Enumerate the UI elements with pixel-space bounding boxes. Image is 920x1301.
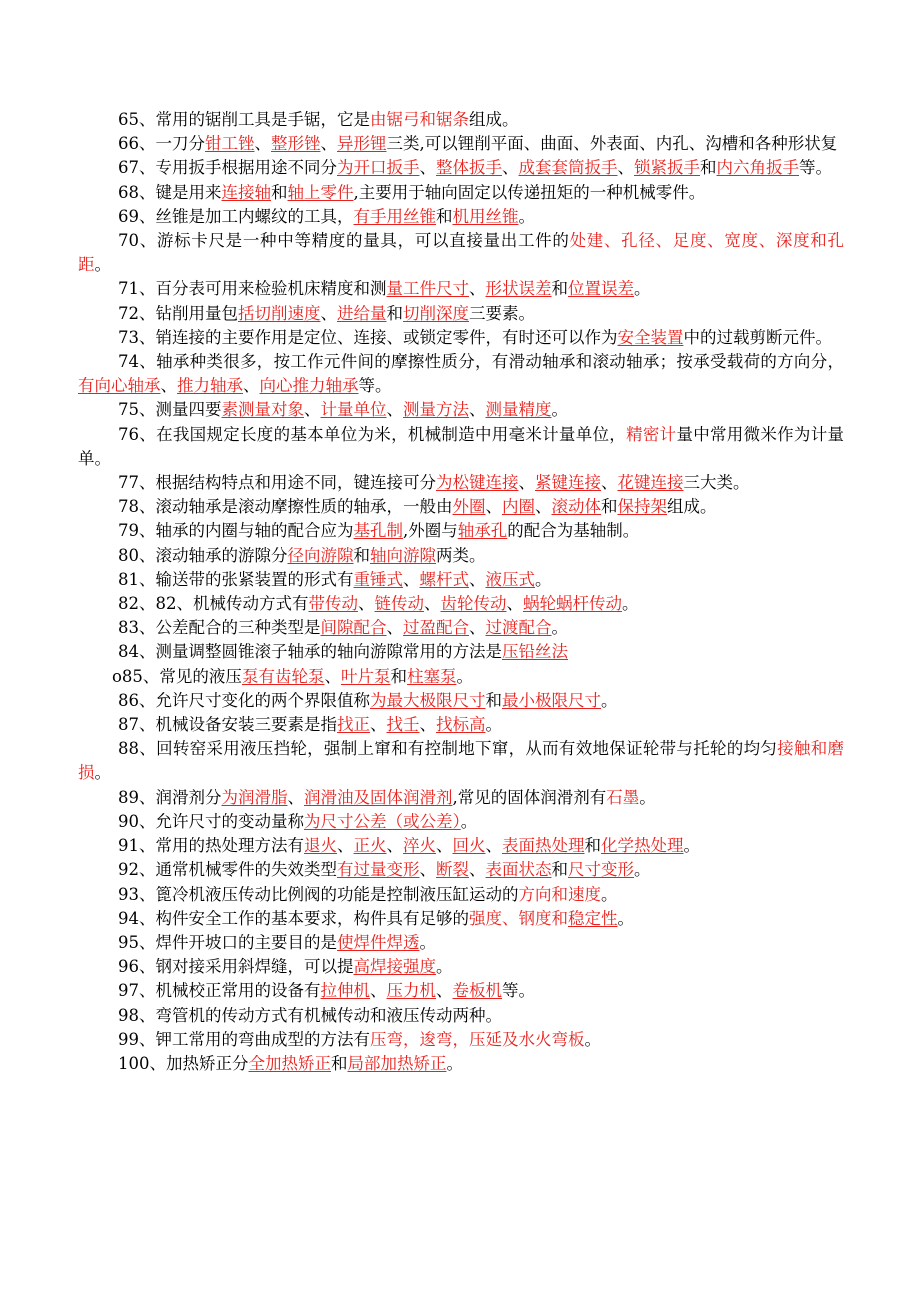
answer-text: 基孔制 [353, 521, 403, 541]
question-text: 和 [485, 690, 502, 710]
answer-text: 卷板机 [452, 981, 502, 1001]
answer-text: 稳定性 [568, 908, 618, 928]
answer-text: 有向心轴承 [78, 376, 161, 396]
question-text: 。 [518, 206, 535, 226]
question-text: o85、常见的液压 [112, 666, 242, 686]
question-text: 、 [502, 158, 519, 178]
question-text: 80、滚动轴承的游隙分 [118, 545, 288, 565]
question-text: 、 [386, 836, 403, 856]
question-text: 、 [370, 715, 387, 735]
question-text: 和 [436, 206, 453, 226]
question-text: 。 [639, 787, 656, 807]
answer-text: 断裂 [436, 860, 469, 880]
answer-text: 有过量变形 [337, 860, 420, 880]
question-item [78, 931, 844, 955]
question-text: 和 [331, 1053, 348, 1073]
question-item [78, 834, 844, 858]
question-text: 71、百分表可用来检验机床精度和测 [118, 279, 387, 299]
question-text: 的配合为基轴制。 [507, 521, 640, 541]
question-text: 68、键是用来 [118, 182, 222, 202]
question-item [78, 568, 844, 592]
question-text: 95、焊件开坡口的主要目的是 [118, 932, 337, 952]
document-body [78, 108, 844, 1076]
answer-text: 进给量 [337, 303, 387, 323]
question-text: 、 [320, 134, 337, 154]
question-text: 92、通常机械零件的失效类型 [118, 860, 337, 880]
answer-text: 带传动 [308, 594, 358, 614]
answer-text: 量工件尺寸 [386, 279, 469, 299]
answer-text: 泵有齿轮泵 [241, 666, 325, 686]
question-text: 和 [551, 860, 568, 880]
question-text: 。 [617, 908, 634, 928]
answer-text: 接触和磨损 [78, 739, 844, 783]
answer-text: 高焊接强度 [353, 957, 436, 977]
question-text: 。 [456, 666, 473, 686]
answer-text: 螺杆式 [419, 569, 469, 589]
answer-text: 形状误差 [485, 279, 552, 299]
question-item [78, 350, 844, 398]
question-text: 。 [634, 279, 651, 299]
question-item [78, 229, 844, 277]
answer-text: 钳工锉 [205, 134, 255, 154]
question-item [78, 713, 844, 737]
question-text: 、 [469, 400, 486, 420]
question-text: 等。 [358, 376, 392, 396]
answer-text: 为尺寸公差（或公差） [304, 811, 461, 831]
question-text: 97、机械校正常用的设备有 [118, 981, 321, 1001]
question-text: 96、钢对接采用斜焊缝，可以提 [118, 957, 354, 977]
question-item [78, 205, 844, 229]
answer-text: 测量精度 [485, 400, 552, 420]
question-text: 。 [622, 594, 639, 614]
answer-text: 尺寸变形 [568, 860, 634, 880]
question-text: 82、82、机械传动方式有 [118, 594, 309, 614]
question-text: 90、允许尺寸的变动量称 [118, 811, 304, 831]
question-text: 、 [485, 836, 502, 856]
answer-text: 轴承孔 [457, 521, 508, 541]
answer-text: 化学热处理 [601, 836, 684, 856]
question-text: 、 [535, 497, 552, 517]
question-text: 、 [469, 569, 486, 589]
question-item [78, 979, 844, 1003]
question-text: 。 [436, 957, 453, 977]
question-item [78, 519, 844, 543]
answer-text: 过盈配合 [403, 618, 469, 638]
answer-text: 淬火 [403, 836, 436, 856]
answer-text: 最小极限尺寸 [502, 690, 601, 710]
answer-text: 压铅丝法 [502, 642, 568, 662]
question-item [78, 592, 844, 616]
question-item [78, 858, 844, 882]
question-text: 、 [469, 860, 486, 880]
answer-text: 正火 [353, 836, 387, 856]
question-text: 、 [320, 303, 337, 323]
question-text: 67、专用扳手根据用途不同分 [118, 158, 337, 178]
answer-text: 找壬 [386, 715, 420, 735]
question-item [78, 277, 844, 301]
answer-text: 表面热处理 [502, 836, 585, 856]
question-text: 75、测量四要 [118, 400, 222, 420]
question-item [78, 326, 844, 350]
question-text: 。 [419, 932, 436, 952]
question-item [78, 423, 844, 471]
answer-text: 为松键连接 [436, 473, 519, 493]
question-text: 中的过载剪断元件。 [683, 327, 832, 347]
question-text: 。 [601, 884, 618, 904]
answer-text: 压弯，逡弯，压延及水火弯板 [370, 1029, 585, 1049]
question-text: 。 [460, 811, 478, 831]
question-text: 77、根据结构特点和用途不同，键连接可分 [118, 473, 436, 493]
question-text: 、 [358, 594, 375, 614]
answer-text: 齿轮传动 [440, 594, 507, 614]
answer-text: 轴上零件 [287, 182, 354, 202]
answer-text: 方向和速度 [518, 884, 601, 904]
question-text: 。 [94, 763, 111, 783]
answer-text: 连接轴 [221, 182, 271, 202]
question-text: 。 [94, 255, 111, 275]
question-item [78, 1028, 844, 1052]
question-item [78, 810, 844, 834]
answer-text: 拉伸机 [320, 981, 370, 1001]
answer-text: 括切削速度 [238, 303, 321, 323]
answer-text: 整体扳手 [436, 158, 502, 178]
answer-text: 位置误差 [568, 279, 634, 299]
answer-text: 外圈 [452, 497, 486, 517]
answer-text: 过渡配合 [485, 618, 552, 638]
question-text: 、 [424, 594, 441, 614]
question-text: 、 [337, 836, 354, 856]
answer-text: 有手用丝锥 [353, 206, 436, 226]
question-text: 。 [535, 569, 552, 589]
answer-text: 向心推力轴承 [259, 376, 359, 396]
answer-text: 间隙配合 [320, 618, 387, 638]
question-item [78, 786, 844, 810]
question-text: 、 [601, 473, 618, 493]
question-text: 81、输送带的张紧装置的形式有 [118, 569, 354, 589]
answer-text: 机用丝锥 [452, 206, 519, 226]
question-text: 、 [617, 158, 634, 178]
answer-text: 表面状态 [485, 860, 552, 880]
question-item [78, 132, 844, 156]
question-text: 三大类。 [683, 473, 750, 493]
question-text: 。 [584, 1029, 601, 1049]
answer-text: 为最大极限尺寸 [370, 690, 486, 710]
question-text: 86、允许尺寸变化的两个界限值称 [118, 690, 370, 710]
question-text: 84、测量调整圆锥滚子轴承的轴向游隙常用的方法是 [118, 642, 502, 662]
question-text: 、 [419, 715, 436, 735]
question-text: 94、构件安全工作的基本要求，构件具有足够的 [118, 908, 469, 928]
question-item [78, 955, 844, 979]
answer-text: 石墨 [606, 787, 640, 807]
answer-text: 蜗轮蜗杆传动 [523, 594, 622, 614]
question-text: 量中常用微米作为计量单。 [78, 424, 845, 468]
question-text: 70、游标卡尺是一种中等精度的量具，可以直接量出工件的 [118, 231, 570, 251]
question-text: 。 [551, 400, 568, 420]
question-text: 78、滚动轴承是滚动摩擦性质的轴承，一般由 [118, 497, 453, 517]
question-text: 、 [419, 860, 436, 880]
question-text: 三要素。 [469, 303, 535, 323]
question-text: 69、丝锥是加工内螺纹的工具， [118, 206, 354, 226]
question-text: 87、机械设备安装三要素是指 [118, 715, 337, 735]
question-text: 、 [386, 618, 403, 638]
question-text: 三类,可以锂削平面、曲面、外表面、内孔、沟槽和各种形状复 [386, 134, 838, 154]
answer-text: 润滑油及固体润滑剂 [304, 787, 453, 807]
question-item [78, 495, 844, 519]
question-item [78, 1052, 844, 1076]
answer-text: 异形锂 [337, 134, 387, 154]
question-text: 100、加热矫正分 [118, 1053, 249, 1073]
answer-text: 滚动体 [551, 497, 601, 517]
question-item [78, 181, 844, 205]
question-text: 66、一刀分 [118, 134, 205, 154]
answer-text: 局部加热矫正 [347, 1053, 447, 1073]
question-text: 83、公差配合的三种类型是 [118, 618, 321, 638]
answer-text: 液压式 [485, 569, 535, 589]
question-text: 99、钾工常用的弯曲成型的方法有 [118, 1029, 370, 1049]
question-text: 、 [386, 400, 403, 420]
question-text: 和 [390, 666, 407, 686]
answer-text: 花键连接 [617, 473, 684, 493]
question-text: 组成。 [667, 497, 717, 517]
question-text: 72、钻削用量包 [118, 303, 238, 323]
question-item [78, 640, 844, 664]
question-text: 和 [271, 182, 288, 202]
question-text: 、 [469, 279, 486, 299]
answer-text: 切削深度 [403, 303, 469, 323]
answer-text: 回火 [452, 836, 486, 856]
question-item [78, 108, 844, 132]
question-text: 、 [436, 836, 453, 856]
question-text: 、 [403, 569, 420, 589]
question-text: 和 [353, 545, 370, 565]
question-text: 74、轴承种类很多，按工作元件间的摩擦性质分，有滑动轴承和滚动轴承；按承受载荷的方向分， [118, 352, 844, 372]
question-text: 、 [254, 134, 271, 154]
question-text: 、 [419, 158, 436, 178]
question-text: 、 [485, 497, 502, 517]
question-item [78, 156, 844, 180]
question-text: 组成。 [469, 110, 519, 129]
question-text: 89、润滑剂分 [118, 787, 222, 807]
question-item [78, 907, 844, 931]
question-text: 73、销连接的主要作用是定位、连接、或锁定零件，有时还可以作为 [118, 327, 618, 347]
answer-text: 强度、钢度和 [469, 908, 568, 928]
question-text: 88、回转窑采用液压挡轮，强制上窜和有控制地下窜，从而有效地保证轮带与托轮的均匀 [118, 739, 778, 759]
answer-text: 找正 [337, 715, 370, 735]
answer-text: 径向游隙 [287, 545, 354, 565]
answer-text: 链传动 [374, 594, 424, 614]
question-text: 、 [287, 787, 304, 807]
question-text: 。 [683, 836, 700, 856]
question-item [78, 737, 844, 785]
question-text: 91、常用的热处理方法有 [118, 836, 304, 856]
question-item [78, 471, 844, 495]
question-text: 和 [386, 303, 403, 323]
question-text: 98、弯管机的传动方式有机械传动和液压传动两种。 [118, 1005, 502, 1025]
answer-text: 保持架 [617, 497, 667, 517]
question-text: 。 [551, 618, 568, 638]
question-text: 和 [601, 497, 618, 517]
question-text: 和 [551, 279, 568, 299]
question-text: ,常见的固体润滑剂有 [452, 787, 607, 807]
answer-text: 重锤式 [353, 569, 403, 589]
question-text: 、 [243, 376, 260, 396]
answer-text: 精密计 [626, 424, 677, 444]
question-text: 、 [506, 594, 523, 614]
answer-text: 计量单位 [320, 400, 387, 420]
question-text: ,主要用于轴向固定以传递扭矩的一种机械零件。 [353, 182, 706, 202]
question-item [78, 883, 844, 907]
question-text: 、 [518, 473, 535, 493]
answer-text: 锁紧扳手 [634, 158, 700, 178]
question-text: 93、篦冷机液压传动比例阀的功能是控制液压缸运动的 [118, 884, 519, 904]
answer-text: 找标高 [436, 715, 486, 735]
question-text: 。 [634, 860, 651, 880]
question-item [78, 1004, 844, 1028]
answer-text: 紧键连接 [535, 473, 601, 493]
answer-text: 为润滑脂 [221, 787, 288, 807]
question-item [78, 302, 844, 326]
answer-text: 轴向游隙 [370, 545, 436, 565]
question-text: 。 [601, 690, 618, 710]
answer-text: 使焊件焊透 [337, 932, 420, 952]
answer-text: 为开口扳手 [337, 158, 420, 178]
question-text: 65、常用的锯削工具是手锯，它是 [118, 110, 370, 129]
answer-text: 压力机 [386, 981, 436, 1001]
question-text: 、 [324, 666, 341, 686]
question-item [78, 665, 844, 689]
answer-text: 由锯弓和锯条 [370, 110, 469, 129]
question-text: 。 [446, 1053, 463, 1073]
question-item [78, 544, 844, 568]
question-text: 、 [469, 618, 486, 638]
answer-text: 内六角扳手 [716, 158, 799, 178]
question-text: 等。 [502, 981, 535, 1001]
question-text: 和 [584, 836, 601, 856]
question-text: 、 [370, 981, 387, 1001]
question-text: 、 [160, 376, 177, 396]
answer-text: 整形锉 [271, 134, 321, 154]
question-text: 等。 [799, 158, 832, 178]
question-text: 76、在我国规定长度的基本单位为米，机械制造中用毫米计量单位， [118, 424, 627, 444]
answer-text: 全加热矫正 [248, 1053, 331, 1073]
question-text: 、 [304, 400, 321, 420]
answer-text: 退火 [304, 836, 337, 856]
answer-text: 处建、孔径、足度、宽度、深度和孔距 [78, 231, 845, 275]
answer-text: 素测量对象 [221, 400, 304, 420]
question-item [78, 398, 844, 422]
answer-text: 成套套筒扳手 [518, 158, 618, 178]
answer-text: 柱塞泵 [406, 666, 457, 686]
question-text: 和 [700, 158, 717, 178]
question-item [78, 616, 844, 640]
question-text: 。 [485, 715, 502, 735]
question-text: 两类。 [436, 545, 486, 565]
answer-text: 安全装置 [617, 327, 684, 347]
answer-text: 叶片泵 [340, 666, 391, 686]
answer-text: 推力轴承 [177, 376, 243, 396]
question-item [78, 689, 844, 713]
answer-text: 内圈 [502, 497, 535, 517]
question-text: 、 [436, 981, 453, 1001]
question-text: 79、轴承的内圈与轴的配合应为 [118, 521, 354, 541]
answer-text: 测量方法 [403, 400, 469, 420]
question-text: ,外圈与 [403, 521, 458, 541]
